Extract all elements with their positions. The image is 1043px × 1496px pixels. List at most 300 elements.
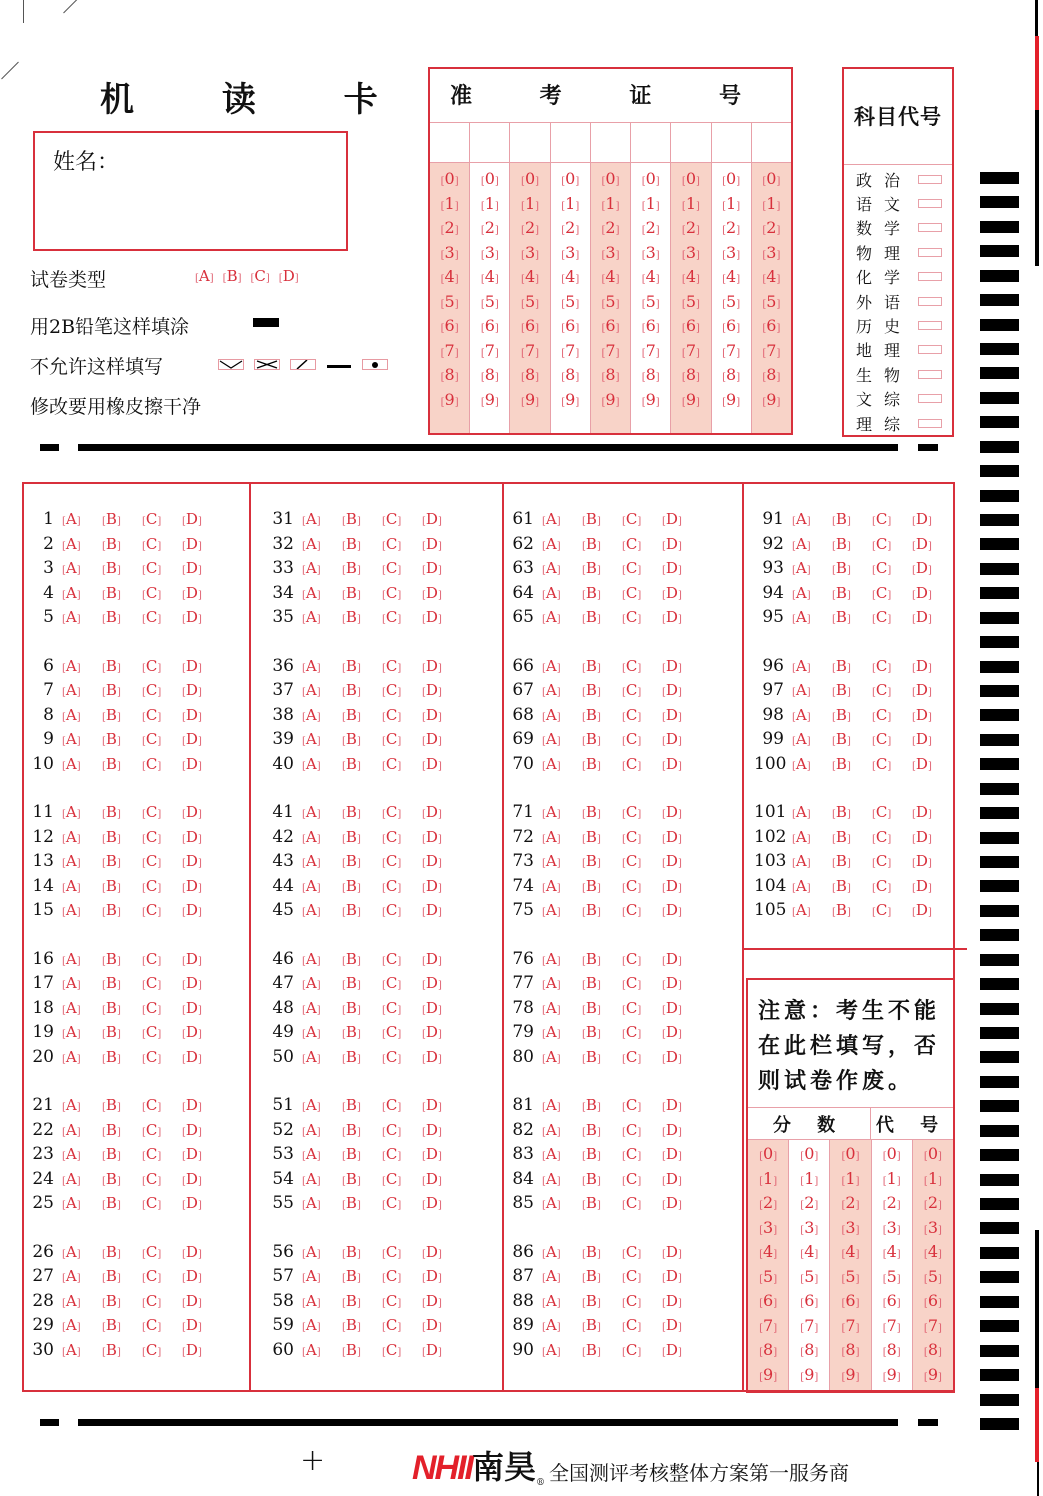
- score-digit-bubble[interactable]: [8]: [759, 1340, 778, 1359]
- answer-bubble-b[interactable]: [B]: [102, 949, 121, 968]
- answer-bubble-b[interactable]: [B]: [342, 1169, 361, 1188]
- exam-id-digit-bubble[interactable]: [9]: [521, 389, 540, 409]
- answer-bubble-d[interactable]: [D]: [662, 583, 682, 602]
- answer-bubble-a[interactable]: [A]: [302, 1316, 321, 1335]
- answer-bubble-b[interactable]: [B]: [582, 510, 601, 528]
- exam-id-digit-bubble[interactable]: [1]: [641, 193, 660, 213]
- answer-bubble-b[interactable]: [B]: [342, 1291, 361, 1310]
- exam-id-digit-bubble[interactable]: [7]: [601, 340, 620, 360]
- exam-id-digit-bubble[interactable]: [5]: [561, 291, 580, 311]
- answer-bubble-c[interactable]: [C]: [382, 998, 402, 1017]
- answer-bubble-b[interactable]: [B]: [832, 852, 851, 871]
- answer-bubble-d[interactable]: [D]: [422, 1267, 442, 1286]
- answer-bubble-a[interactable]: [A]: [62, 803, 81, 821]
- answer-bubble-d[interactable]: [D]: [662, 1340, 682, 1359]
- score-digit-bubble[interactable]: [6]: [841, 1291, 860, 1310]
- answer-bubble-a[interactable]: [A]: [542, 656, 561, 675]
- answer-bubble-a[interactable]: [A]: [542, 681, 561, 700]
- exam-id-digit-bubble[interactable]: [2]: [561, 218, 580, 237]
- answer-bubble-a[interactable]: [A]: [542, 852, 561, 871]
- answer-bubble-a[interactable]: [A]: [62, 949, 81, 968]
- answer-bubble-a[interactable]: [A]: [542, 1145, 561, 1164]
- answer-bubble-b[interactable]: [B]: [342, 1096, 361, 1114]
- answer-bubble-d[interactable]: [D]: [182, 1047, 202, 1066]
- answer-bubble-d[interactable]: [D]: [182, 901, 202, 920]
- paper-type-option-d[interactable]: [D]: [278, 267, 299, 285]
- answer-bubble-d[interactable]: [D]: [422, 656, 442, 675]
- answer-bubble-d[interactable]: [D]: [182, 656, 202, 675]
- answer-bubble-d[interactable]: [D]: [422, 1291, 442, 1310]
- exam-id-digit-bubble[interactable]: [1]: [440, 193, 459, 213]
- answer-bubble-d[interactable]: [D]: [662, 1267, 682, 1286]
- score-digit-bubble[interactable]: [7]: [923, 1315, 942, 1335]
- answer-bubble-c[interactable]: [C]: [872, 754, 892, 773]
- answer-bubble-b[interactable]: [B]: [582, 1316, 601, 1335]
- exam-id-digit-bubble[interactable]: [5]: [681, 291, 700, 311]
- answer-bubble-c[interactable]: [C]: [382, 730, 402, 749]
- answer-bubble-a[interactable]: [A]: [302, 827, 321, 846]
- exam-id-digit-bubble[interactable]: [8]: [440, 365, 459, 384]
- answer-bubble-b[interactable]: [B]: [342, 1340, 361, 1359]
- exam-id-digit-bubble[interactable]: [1]: [561, 193, 580, 213]
- answer-bubble-d[interactable]: [D]: [662, 1194, 682, 1213]
- exam-id-digit-bubble[interactable]: [1]: [681, 193, 700, 213]
- exam-id-digit-bubble[interactable]: [5]: [601, 291, 620, 311]
- answer-bubble-c[interactable]: [C]: [382, 705, 402, 724]
- answer-bubble-a[interactable]: [A]: [542, 949, 561, 968]
- answer-bubble-c[interactable]: [C]: [622, 608, 642, 627]
- answer-bubble-a[interactable]: [A]: [302, 1291, 321, 1310]
- answer-bubble-d[interactable]: [D]: [662, 1316, 682, 1335]
- exam-id-digit-bubble[interactable]: [3]: [762, 242, 781, 262]
- answer-bubble-d[interactable]: [D]: [662, 608, 682, 627]
- answer-bubble-b[interactable]: [B]: [582, 1169, 601, 1188]
- answer-bubble-d[interactable]: [D]: [662, 1291, 682, 1310]
- exam-id-digit-bubble[interactable]: [5]: [521, 291, 540, 311]
- score-digit-bubble[interactable]: [4]: [923, 1242, 942, 1261]
- answer-bubble-a[interactable]: [A]: [302, 559, 321, 578]
- answer-bubble-b[interactable]: [B]: [582, 754, 601, 773]
- score-digit-bubble[interactable]: [0]: [923, 1144, 942, 1163]
- exam-id-digit-bubble[interactable]: [0]: [561, 169, 580, 188]
- answer-bubble-b[interactable]: [B]: [832, 705, 851, 724]
- answer-bubble-a[interactable]: [A]: [542, 1340, 561, 1359]
- answer-bubble-d[interactable]: [D]: [182, 754, 202, 773]
- answer-bubble-c[interactable]: [C]: [142, 730, 162, 749]
- answer-bubble-c[interactable]: [C]: [622, 705, 642, 724]
- score-digit-bubble[interactable]: [1]: [800, 1168, 819, 1188]
- answer-bubble-b[interactable]: [B]: [102, 534, 121, 553]
- name-field[interactable]: [33, 131, 348, 251]
- answer-bubble-a[interactable]: [A]: [542, 754, 561, 773]
- answer-bubble-c[interactable]: [C]: [622, 1145, 642, 1164]
- exam-id-digit-bubble[interactable]: [5]: [641, 291, 660, 311]
- exam-id-write-cell[interactable]: [430, 123, 469, 163]
- answer-bubble-d[interactable]: [D]: [662, 730, 682, 749]
- answer-bubble-c[interactable]: [C]: [622, 1169, 642, 1188]
- answer-bubble-c[interactable]: [C]: [382, 1340, 402, 1359]
- answer-bubble-d[interactable]: [D]: [912, 852, 932, 871]
- answer-bubble-d[interactable]: [D]: [662, 681, 682, 700]
- answer-bubble-b[interactable]: [B]: [582, 1267, 601, 1286]
- answer-bubble-a[interactable]: [A]: [302, 754, 321, 773]
- exam-id-digit-bubble[interactable]: [7]: [722, 340, 741, 360]
- exam-id-digit-bubble[interactable]: [2]: [641, 218, 660, 237]
- answer-bubble-b[interactable]: [B]: [102, 827, 121, 846]
- subject-bubble[interactable]: [918, 175, 942, 184]
- answer-bubble-d[interactable]: [D]: [422, 1145, 442, 1164]
- answer-bubble-c[interactable]: [C]: [382, 754, 402, 773]
- answer-bubble-d[interactable]: [D]: [662, 1145, 682, 1164]
- answer-bubble-d[interactable]: [D]: [422, 901, 442, 920]
- answer-bubble-c[interactable]: [C]: [622, 754, 642, 773]
- answer-bubble-b[interactable]: [B]: [342, 1145, 361, 1164]
- answer-bubble-b[interactable]: [B]: [342, 705, 361, 724]
- score-digit-bubble[interactable]: [2]: [759, 1193, 778, 1212]
- answer-bubble-a[interactable]: [A]: [542, 1120, 561, 1139]
- answer-bubble-c[interactable]: [C]: [622, 1267, 642, 1286]
- answer-bubble-a[interactable]: [A]: [542, 803, 561, 821]
- answer-bubble-d[interactable]: [D]: [422, 1316, 442, 1335]
- answer-bubble-c[interactable]: [C]: [382, 803, 402, 821]
- score-digit-bubble[interactable]: [2]: [800, 1193, 819, 1212]
- answer-bubble-c[interactable]: [C]: [142, 681, 162, 700]
- answer-bubble-b[interactable]: [B]: [582, 583, 601, 602]
- paper-type-option-b[interactable]: [B]: [222, 267, 242, 285]
- answer-bubble-d[interactable]: [D]: [182, 998, 202, 1017]
- answer-bubble-d[interactable]: [D]: [662, 974, 682, 993]
- answer-bubble-b[interactable]: [B]: [342, 681, 361, 700]
- answer-bubble-b[interactable]: [B]: [832, 876, 851, 895]
- exam-id-digit-bubble[interactable]: [9]: [601, 389, 620, 409]
- exam-id-digit-bubble[interactable]: [5]: [440, 291, 459, 311]
- answer-bubble-c[interactable]: [C]: [142, 901, 162, 920]
- answer-bubble-d[interactable]: [D]: [662, 1169, 682, 1188]
- answer-bubble-d[interactable]: [D]: [912, 803, 932, 821]
- score-digit-bubble[interactable]: [4]: [759, 1242, 778, 1261]
- exam-id-write-cell[interactable]: [631, 123, 670, 163]
- answer-bubble-b[interactable]: [B]: [342, 583, 361, 602]
- answer-bubble-d[interactable]: [D]: [912, 876, 932, 895]
- exam-id-digit-bubble[interactable]: [4]: [641, 267, 660, 286]
- score-digit-bubble[interactable]: [5]: [800, 1266, 819, 1286]
- answer-bubble-c[interactable]: [C]: [382, 681, 402, 700]
- answer-bubble-c[interactable]: [C]: [382, 901, 402, 920]
- answer-bubble-c[interactable]: [C]: [872, 852, 892, 871]
- answer-bubble-b[interactable]: [B]: [342, 1194, 361, 1213]
- answer-bubble-d[interactable]: [D]: [912, 608, 932, 627]
- answer-bubble-a[interactable]: [A]: [542, 1291, 561, 1310]
- exam-id-digit-bubble[interactable]: [7]: [561, 340, 580, 360]
- answer-bubble-c[interactable]: [C]: [142, 876, 162, 895]
- score-digit-bubble[interactable]: [2]: [841, 1193, 860, 1212]
- answer-bubble-a[interactable]: [A]: [792, 754, 811, 773]
- answer-bubble-a[interactable]: [A]: [792, 730, 811, 749]
- exam-id-digit-bubble[interactable]: [1]: [762, 193, 781, 213]
- answer-bubble-a[interactable]: [A]: [542, 534, 561, 553]
- score-digit-bubble[interactable]: [4]: [841, 1242, 860, 1261]
- exam-id-digit-bubble[interactable]: [1]: [521, 193, 540, 213]
- answer-bubble-a[interactable]: [A]: [302, 656, 321, 675]
- answer-bubble-a[interactable]: [A]: [62, 1242, 81, 1261]
- answer-bubble-d[interactable]: [D]: [422, 510, 442, 528]
- answer-bubble-a[interactable]: [A]: [542, 1023, 561, 1042]
- exam-id-digit-bubble[interactable]: [6]: [681, 316, 700, 335]
- answer-bubble-c[interactable]: [C]: [872, 681, 892, 700]
- answer-bubble-b[interactable]: [B]: [102, 1047, 121, 1066]
- exam-id-digit-bubble[interactable]: [1]: [480, 193, 499, 213]
- answer-bubble-b[interactable]: [B]: [342, 1023, 361, 1042]
- answer-bubble-a[interactable]: [A]: [302, 876, 321, 895]
- answer-bubble-b[interactable]: [B]: [342, 656, 361, 675]
- answer-bubble-a[interactable]: [A]: [62, 583, 81, 602]
- answer-bubble-d[interactable]: [D]: [422, 1242, 442, 1261]
- answer-bubble-b[interactable]: [B]: [342, 1267, 361, 1286]
- answer-bubble-d[interactable]: [D]: [182, 583, 202, 602]
- subject-bubble[interactable]: [918, 223, 942, 232]
- answer-bubble-b[interactable]: [B]: [342, 1316, 361, 1335]
- answer-bubble-b[interactable]: [B]: [102, 852, 121, 871]
- answer-bubble-d[interactable]: [D]: [182, 876, 202, 895]
- exam-id-digit-bubble[interactable]: [1]: [601, 193, 620, 213]
- exam-id-write-cell[interactable]: [752, 123, 791, 163]
- answer-bubble-b[interactable]: [B]: [102, 705, 121, 724]
- answer-bubble-c[interactable]: [C]: [382, 949, 402, 968]
- answer-bubble-c[interactable]: [C]: [382, 1267, 402, 1286]
- answer-bubble-d[interactable]: [D]: [422, 559, 442, 578]
- answer-bubble-c[interactable]: [C]: [142, 1242, 162, 1261]
- answer-bubble-b[interactable]: [B]: [832, 754, 851, 773]
- answer-bubble-b[interactable]: [B]: [582, 656, 601, 675]
- exam-id-digit-bubble[interactable]: [7]: [440, 340, 459, 360]
- answer-bubble-c[interactable]: [C]: [622, 1096, 642, 1114]
- answer-bubble-d[interactable]: [D]: [422, 803, 442, 821]
- answer-bubble-a[interactable]: [A]: [62, 705, 81, 724]
- exam-id-digit-bubble[interactable]: [6]: [480, 316, 499, 335]
- score-digit-bubble[interactable]: [7]: [759, 1315, 778, 1335]
- subject-bubble[interactable]: [918, 419, 942, 428]
- score-digit-bubble[interactable]: [6]: [923, 1291, 942, 1310]
- answer-bubble-b[interactable]: [B]: [582, 705, 601, 724]
- answer-bubble-a[interactable]: [A]: [62, 1120, 81, 1139]
- answer-bubble-a[interactable]: [A]: [302, 534, 321, 553]
- answer-bubble-d[interactable]: [D]: [422, 705, 442, 724]
- exam-id-digit-bubble[interactable]: [2]: [480, 218, 499, 237]
- subject-bubble[interactable]: [918, 248, 942, 257]
- answer-bubble-a[interactable]: [A]: [542, 1316, 561, 1335]
- answer-bubble-a[interactable]: [A]: [792, 681, 811, 700]
- answer-bubble-a[interactable]: [A]: [542, 583, 561, 602]
- answer-bubble-d[interactable]: [D]: [182, 534, 202, 553]
- answer-bubble-c[interactable]: [C]: [382, 656, 402, 675]
- answer-bubble-a[interactable]: [A]: [302, 608, 321, 627]
- answer-bubble-d[interactable]: [D]: [912, 510, 932, 528]
- answer-bubble-c[interactable]: [C]: [622, 1120, 642, 1139]
- exam-id-digit-bubble[interactable]: [0]: [641, 169, 660, 188]
- answer-bubble-c[interactable]: [C]: [382, 1145, 402, 1164]
- answer-bubble-d[interactable]: [D]: [662, 534, 682, 553]
- answer-bubble-a[interactable]: [A]: [62, 998, 81, 1017]
- answer-bubble-d[interactable]: [D]: [182, 974, 202, 993]
- answer-bubble-c[interactable]: [C]: [142, 583, 162, 602]
- answer-bubble-c[interactable]: [C]: [142, 1145, 162, 1164]
- answer-bubble-a[interactable]: [A]: [542, 1194, 561, 1213]
- answer-bubble-d[interactable]: [D]: [182, 852, 202, 871]
- exam-id-digit-bubble[interactable]: [3]: [641, 242, 660, 262]
- answer-bubble-a[interactable]: [A]: [792, 656, 811, 675]
- answer-bubble-c[interactable]: [C]: [142, 1047, 162, 1066]
- answer-bubble-a[interactable]: [A]: [302, 1169, 321, 1188]
- answer-bubble-a[interactable]: [A]: [62, 559, 81, 578]
- answer-bubble-d[interactable]: [D]: [182, 510, 202, 528]
- answer-bubble-b[interactable]: [B]: [102, 1291, 121, 1310]
- answer-bubble-b[interactable]: [B]: [582, 730, 601, 749]
- answer-bubble-c[interactable]: [C]: [622, 1047, 642, 1066]
- answer-bubble-d[interactable]: [D]: [912, 827, 932, 846]
- exam-id-digit-bubble[interactable]: [0]: [762, 169, 781, 188]
- answer-bubble-a[interactable]: [A]: [792, 803, 811, 821]
- exam-id-digit-bubble[interactable]: [4]: [681, 267, 700, 286]
- answer-bubble-a[interactable]: [A]: [302, 1120, 321, 1139]
- answer-bubble-a[interactable]: [A]: [302, 852, 321, 871]
- answer-bubble-d[interactable]: [D]: [422, 1047, 442, 1066]
- exam-id-digit-bubble[interactable]: [4]: [440, 267, 459, 286]
- answer-bubble-a[interactable]: [A]: [542, 1267, 561, 1286]
- subject-bubble[interactable]: [918, 321, 942, 330]
- score-digit-bubble[interactable]: [6]: [882, 1291, 901, 1310]
- answer-bubble-c[interactable]: [C]: [872, 583, 892, 602]
- answer-bubble-c[interactable]: [C]: [622, 656, 642, 675]
- exam-id-digit-bubble[interactable]: [1]: [722, 193, 741, 213]
- answer-bubble-c[interactable]: [C]: [382, 1291, 402, 1310]
- answer-bubble-b[interactable]: [B]: [102, 730, 121, 749]
- answer-bubble-a[interactable]: [A]: [542, 510, 561, 528]
- answer-bubble-c[interactable]: [C]: [142, 1291, 162, 1310]
- answer-bubble-b[interactable]: [B]: [102, 681, 121, 700]
- answer-bubble-a[interactable]: [A]: [302, 583, 321, 602]
- answer-bubble-d[interactable]: [D]: [422, 1120, 442, 1139]
- answer-bubble-a[interactable]: [A]: [792, 608, 811, 627]
- answer-bubble-a[interactable]: [A]: [62, 1023, 81, 1042]
- answer-bubble-a[interactable]: [A]: [302, 901, 321, 920]
- score-digit-bubble[interactable]: [0]: [882, 1144, 901, 1163]
- exam-id-write-cell[interactable]: [671, 123, 710, 163]
- answer-bubble-d[interactable]: [D]: [182, 803, 202, 821]
- answer-bubble-c[interactable]: [C]: [142, 1096, 162, 1114]
- answer-bubble-b[interactable]: [B]: [102, 608, 121, 627]
- answer-bubble-b[interactable]: [B]: [342, 608, 361, 627]
- exam-id-digit-bubble[interactable]: [8]: [762, 365, 781, 384]
- answer-bubble-b[interactable]: [B]: [582, 949, 601, 968]
- exam-id-digit-bubble[interactable]: [4]: [480, 267, 499, 286]
- exam-id-digit-bubble[interactable]: [5]: [762, 291, 781, 311]
- answer-bubble-d[interactable]: [D]: [422, 1096, 442, 1114]
- answer-bubble-d[interactable]: [D]: [422, 852, 442, 871]
- answer-bubble-a[interactable]: [A]: [62, 656, 81, 675]
- answer-bubble-d[interactable]: [D]: [182, 1340, 202, 1359]
- answer-bubble-d[interactable]: [D]: [182, 1023, 202, 1042]
- exam-id-digit-bubble[interactable]: [2]: [601, 218, 620, 237]
- answer-bubble-c[interactable]: [C]: [622, 1340, 642, 1359]
- exam-id-digit-bubble[interactable]: [3]: [480, 242, 499, 262]
- answer-bubble-d[interactable]: [D]: [912, 583, 932, 602]
- answer-bubble-a[interactable]: [A]: [792, 827, 811, 846]
- exam-id-digit-bubble[interactable]: [8]: [521, 365, 540, 384]
- answer-bubble-d[interactable]: [D]: [912, 705, 932, 724]
- answer-bubble-a[interactable]: [A]: [302, 803, 321, 821]
- answer-bubble-d[interactable]: [D]: [662, 1120, 682, 1139]
- answer-bubble-d[interactable]: [D]: [182, 949, 202, 968]
- answer-bubble-a[interactable]: [A]: [62, 730, 81, 749]
- answer-bubble-a[interactable]: [A]: [542, 901, 561, 920]
- answer-bubble-d[interactable]: [D]: [182, 681, 202, 700]
- answer-bubble-d[interactable]: [D]: [422, 998, 442, 1017]
- answer-bubble-a[interactable]: [A]: [302, 1242, 321, 1261]
- answer-bubble-a[interactable]: [A]: [792, 510, 811, 528]
- exam-id-digit-bubble[interactable]: [3]: [521, 242, 540, 262]
- answer-bubble-b[interactable]: [B]: [102, 876, 121, 895]
- paper-type-option-a[interactable]: [A]: [195, 267, 214, 285]
- answer-bubble-a[interactable]: [A]: [62, 1194, 81, 1213]
- exam-id-digit-bubble[interactable]: [3]: [601, 242, 620, 262]
- answer-bubble-a[interactable]: [A]: [62, 827, 81, 846]
- answer-bubble-a[interactable]: [A]: [542, 559, 561, 578]
- exam-id-write-cell[interactable]: [591, 123, 630, 163]
- answer-bubble-d[interactable]: [D]: [662, 510, 682, 528]
- answer-bubble-c[interactable]: [C]: [622, 1023, 642, 1042]
- answer-bubble-a[interactable]: [A]: [542, 876, 561, 895]
- answer-bubble-c[interactable]: [C]: [142, 705, 162, 724]
- subject-bubble[interactable]: [918, 199, 942, 208]
- answer-bubble-c[interactable]: [C]: [382, 510, 402, 528]
- answer-bubble-b[interactable]: [B]: [102, 1340, 121, 1359]
- exam-id-digit-bubble[interactable]: [3]: [561, 242, 580, 262]
- answer-bubble-b[interactable]: [B]: [582, 1145, 601, 1164]
- answer-bubble-a[interactable]: [A]: [62, 534, 81, 553]
- answer-bubble-c[interactable]: [C]: [622, 974, 642, 993]
- score-digit-bubble[interactable]: [5]: [759, 1266, 778, 1286]
- exam-id-digit-bubble[interactable]: [2]: [440, 218, 459, 237]
- answer-bubble-b[interactable]: [B]: [582, 681, 601, 700]
- answer-bubble-a[interactable]: [A]: [302, 949, 321, 968]
- answer-bubble-d[interactable]: [D]: [662, 901, 682, 920]
- answer-bubble-b[interactable]: [B]: [102, 656, 121, 675]
- answer-bubble-a[interactable]: [A]: [792, 705, 811, 724]
- answer-bubble-c[interactable]: [C]: [622, 559, 642, 578]
- answer-bubble-a[interactable]: [A]: [542, 1169, 561, 1188]
- answer-bubble-c[interactable]: [C]: [382, 1047, 402, 1066]
- exam-id-digit-bubble[interactable]: [8]: [480, 365, 499, 384]
- answer-bubble-a[interactable]: [A]: [792, 852, 811, 871]
- answer-bubble-b[interactable]: [B]: [582, 559, 601, 578]
- answer-bubble-d[interactable]: [D]: [662, 705, 682, 724]
- exam-id-digit-bubble[interactable]: [9]: [681, 389, 700, 409]
- score-digit-bubble[interactable]: [8]: [923, 1340, 942, 1359]
- score-digit-bubble[interactable]: [9]: [841, 1364, 860, 1384]
- answer-bubble-b[interactable]: [B]: [102, 559, 121, 578]
- exam-id-digit-bubble[interactable]: [9]: [641, 389, 660, 409]
- exam-id-write-cell[interactable]: [470, 123, 509, 163]
- exam-id-digit-bubble[interactable]: [0]: [521, 169, 540, 188]
- answer-bubble-d[interactable]: [D]: [662, 1047, 682, 1066]
- answer-bubble-a[interactable]: [A]: [62, 1169, 81, 1188]
- answer-bubble-c[interactable]: [C]: [142, 1120, 162, 1139]
- answer-bubble-b[interactable]: [B]: [102, 1169, 121, 1188]
- answer-bubble-b[interactable]: [B]: [342, 852, 361, 871]
- answer-bubble-b[interactable]: [B]: [832, 827, 851, 846]
- answer-bubble-b[interactable]: [B]: [102, 1316, 121, 1335]
- answer-bubble-d[interactable]: [D]: [662, 1023, 682, 1042]
